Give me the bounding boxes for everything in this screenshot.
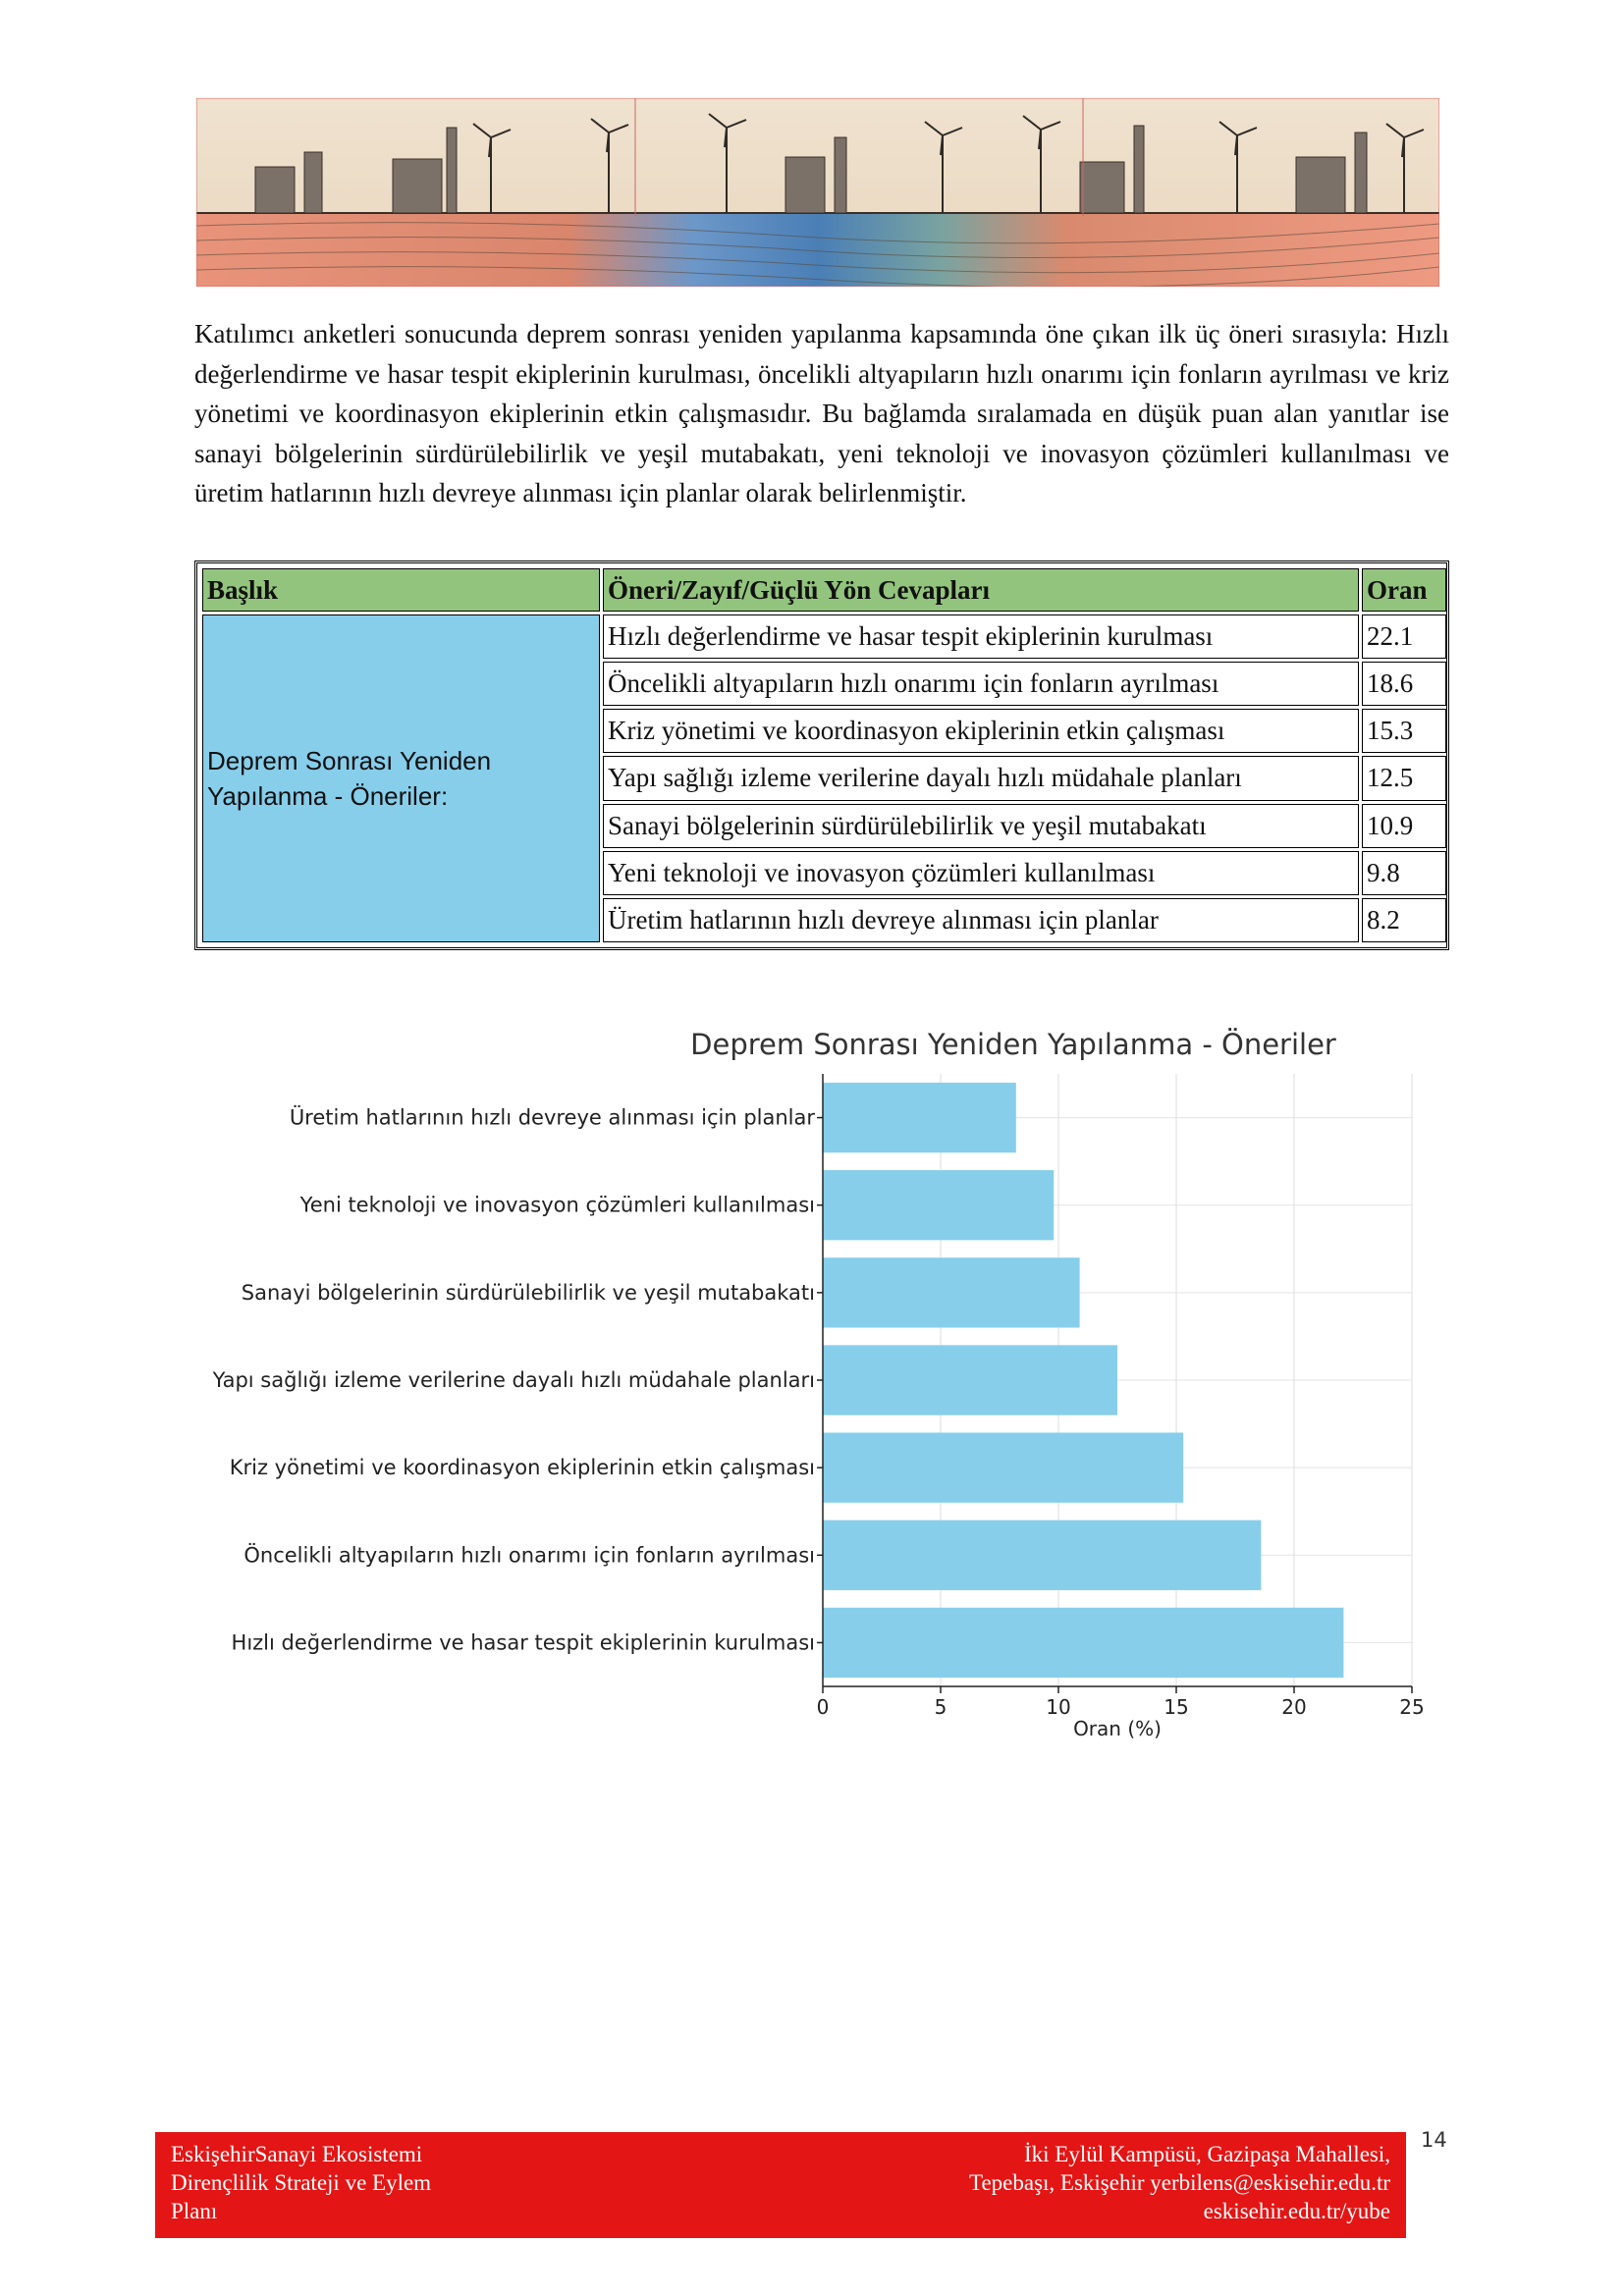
category-label: Yapı sağlığı izleme verilerine dayalı hızlı müdahale planları [212, 1368, 815, 1392]
x-tick-label: 5 [934, 1695, 947, 1719]
x-axis-label: Oran (%) [1073, 1717, 1162, 1740]
x-tick-label: 0 [816, 1695, 830, 1719]
footer-right-line: İki Eylül Kampüsü, Gazipaşa Mahallesi, [1023, 2142, 1390, 2166]
bar [823, 1432, 1183, 1502]
header-title: Başlık [202, 568, 600, 612]
footer-plan-title [171, 2140, 431, 2225]
chart-title: Deprem Sonrası Yeniden Yapılanma - Öneriler [690, 1028, 1336, 1061]
footer-left-line: Dirençlilik Strateji ve Eylem [171, 2170, 432, 2195]
bar-chart [196, 1017, 1473, 1753]
chart-category-labels [212, 1105, 816, 1655]
group-label-cell: Deprem Sonrası Yeniden Yapılanma - Öneriler: [202, 614, 600, 942]
rate-cell: 18.6 [1362, 662, 1446, 706]
answer-cell: Sanayi bölgelerinin sürdürülebilirlik ve yeşil mutabakatı [603, 804, 1359, 848]
footer-left-line: EskişehirSanayi Ekosistemi [171, 2142, 423, 2166]
rate-cell: 12.5 [1362, 756, 1446, 800]
x-tick-label: 20 [1281, 1695, 1307, 1719]
bar [823, 1521, 1261, 1590]
header-answers: Öneri/Zayıf/Güçlü Yön Cevapları [603, 568, 1359, 612]
x-tick-label: 25 [1399, 1695, 1425, 1719]
footer-contact [969, 2140, 1390, 2225]
results-table [199, 565, 1449, 945]
category-label: Kriz yönetimi ve koordinasyon ekiplerinin etkin çalışması [229, 1456, 815, 1480]
header-rate: Oran [1362, 568, 1446, 612]
x-tick-label: 15 [1164, 1695, 1189, 1719]
rate-cell: 8.2 [1362, 898, 1446, 942]
footer-left-line: Planı [171, 2199, 218, 2223]
answer-cell: Öncelikli altyapıların hızlı onarımı için fonların ayrılması [603, 662, 1359, 706]
bar [823, 1170, 1054, 1240]
bar [823, 1608, 1343, 1678]
bar [823, 1083, 1016, 1152]
rate-cell: 15.3 [1362, 709, 1446, 753]
answer-cell: Yapı sağlığı izleme verilerine dayalı hızlı müdahale planları [603, 756, 1359, 800]
banner-illustration [196, 98, 1439, 287]
table-row [202, 614, 1446, 659]
category-label: Sanayi bölgelerinin sürdürülebilirlik ve yeşil mutabakatı [241, 1280, 815, 1305]
answer-cell: Üretim hatlarının hızlı devreye alınması için planlar [603, 898, 1359, 942]
page-number: 14 [1421, 2128, 1447, 2152]
answer-cell: Yeni teknoloji ve inovasyon çözümleri kullanılması [603, 851, 1359, 895]
category-label: Üretim hatlarının hızlı devreye alınması için planlar [289, 1105, 815, 1130]
x-tick-label: 10 [1046, 1695, 1071, 1719]
page-footer [155, 2132, 1406, 2238]
category-label: Hızlı değerlendirme ve hasar tespit ekiplerinin kurulması [231, 1630, 815, 1655]
footer-right-line: Tepebaşı, Eskişehir yerbilens@eskisehir.edu.tr [969, 2170, 1390, 2195]
footer-right-line: eskisehir.edu.tr/yube [1203, 2199, 1390, 2223]
category-label: Öncelikli altyapıların hızlı onarımı için fonların ayrılması [244, 1543, 815, 1568]
category-label: Yeni teknoloji ve inovasyon çözümleri kullanılması [299, 1193, 815, 1217]
intro-paragraph: Katılımcı anketleri sonucunda deprem sonrası yeniden yapılanma kapsamında öne çıkan ilk üç öneri sırasıyla: Hızlı değerlendirme ve hasar tespit ekiplerinin kurulması, öncelikli altyapıların hızlı onarımı için fonların ayrılması ve kriz yönetimi ve koordinasyon ekiplerinin etkin çalışmasıdır. Bu bağlamda sıralamada en düşük puan alan yanıtlar ise sanayi bölgelerinin sürdürülebilirlik ve yeşil mutabakatı, yeni teknoloji ve inovasyon çözümleri kullanılması ve üretim hatlarının hızlı devreye alınması için planlar olarak belirlenmiştir. [194, 319, 1449, 507]
bar [823, 1257, 1080, 1327]
answer-cell: Kriz yönetimi ve koordinasyon ekiplerinin etkin çalışması [603, 709, 1359, 753]
answer-cell: Hızlı değerlendirme ve hasar tespit ekiplerinin kurulması [603, 614, 1359, 659]
rate-cell: 10.9 [1362, 804, 1446, 848]
rate-cell: 22.1 [1362, 614, 1446, 659]
bar [823, 1345, 1117, 1415]
results-table-frame [194, 561, 1449, 950]
table-header-row [202, 568, 1446, 612]
rate-cell: 9.8 [1362, 851, 1446, 895]
